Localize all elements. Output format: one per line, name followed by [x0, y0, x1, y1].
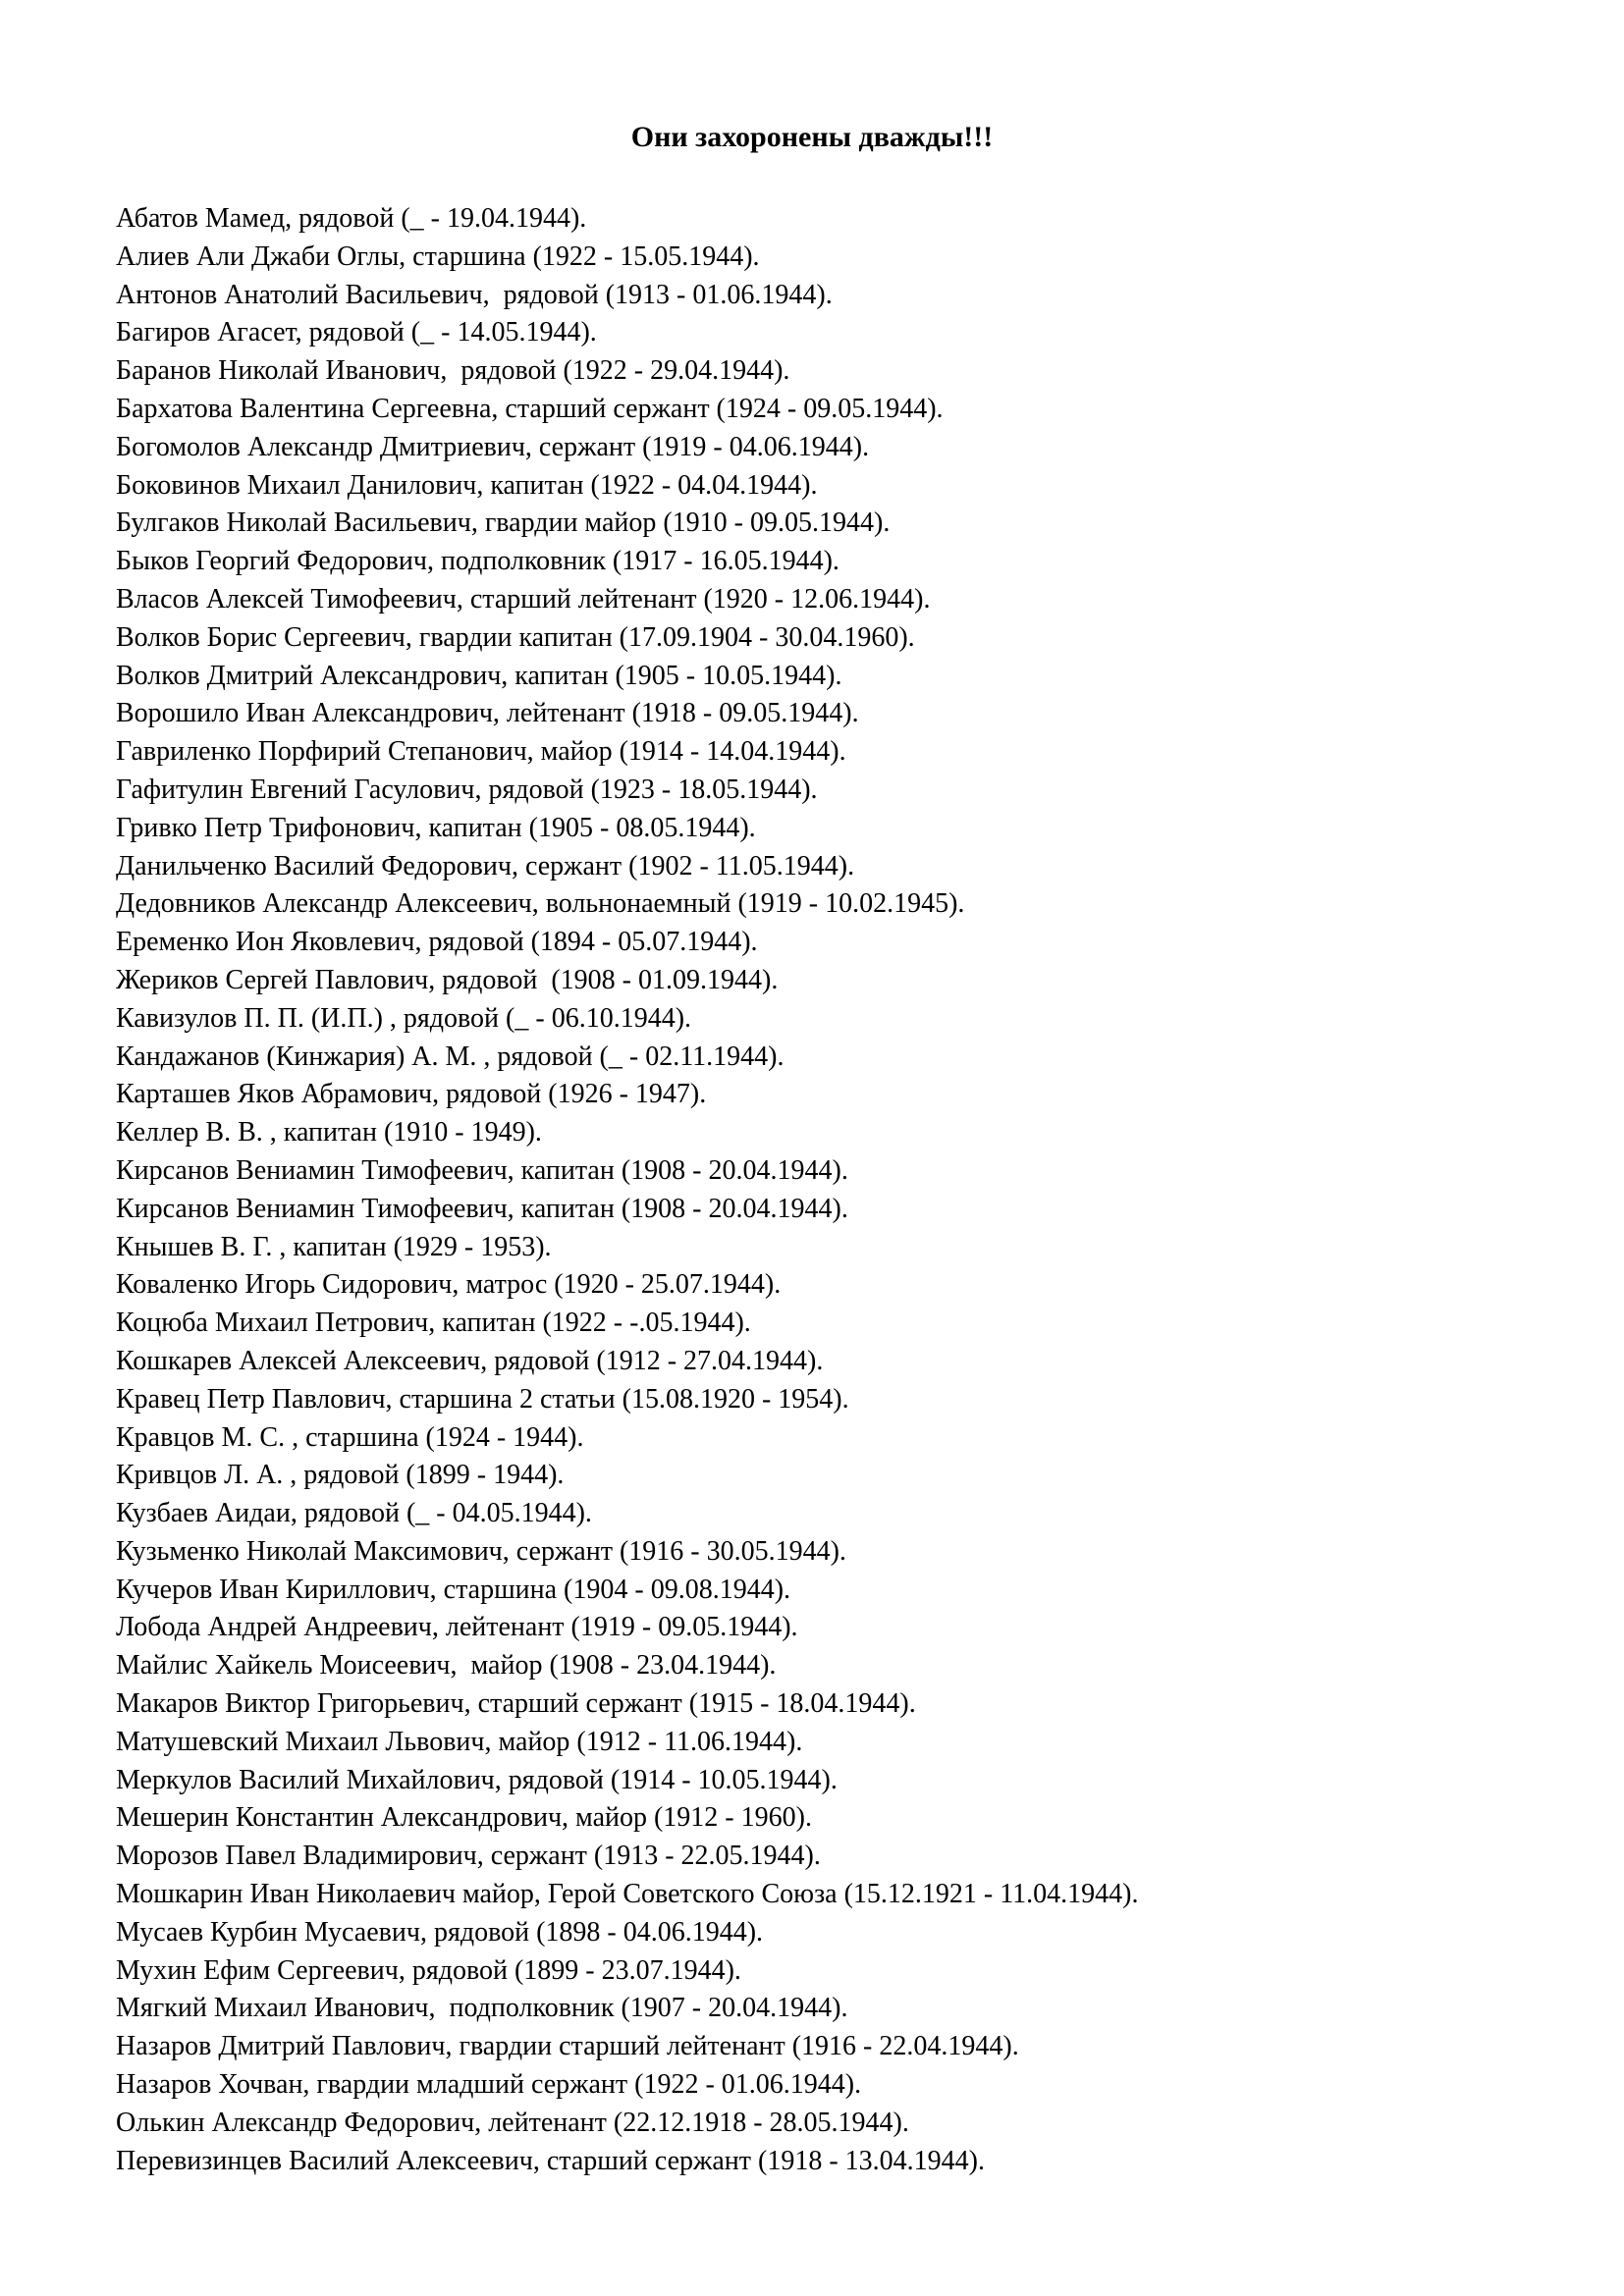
- list-item: Гавриленко Порфирий Степанович, майор (1914 - 14.04.1944).: [116, 736, 846, 768]
- list-item: Перевизинцев Василий Алексеевич, старший сержант (1918 - 13.04.1944).: [116, 2145, 985, 2176]
- list-item: Дедовников Александр Алексеевич, вольнонаемный (1919 - 10.02.1945).: [116, 888, 965, 920]
- list-item: Кирсанов Вениамин Тимофеевич, капитан (1908 - 20.04.1944).: [116, 1154, 848, 1186]
- document-title: Они захоронены дважды!!!: [630, 121, 994, 153]
- list-item: Кравец Петр Павлович, старшина 2 статьи (15.08.1920 - 1954).: [116, 1383, 849, 1415]
- list-item: Кошкарев Алексей Алексеевич, рядовой (1912 - 27.04.1944).: [116, 1345, 824, 1376]
- list-item: Келлер В. В. , капитан (1910 - 1949).: [116, 1117, 542, 1148]
- list-item: Баранов Николай Иванович, рядовой (1922 - 29.04.1944).: [116, 355, 790, 387]
- list-item: Абатов Мамед, рядовой (_ - 19.04.1944).: [116, 203, 587, 234]
- list-item: Волков Борис Сергеевич, гвардии капитан (17.09.1904 - 30.04.1960).: [116, 621, 915, 653]
- list-item: Гафитулин Евгений Гасулович, рядовой (1923 - 18.05.1944).: [116, 774, 818, 805]
- list-item: Назаров Дмитрий Павлович, гвардии старший лейтенант (1916 - 22.04.1944).: [116, 2031, 1019, 2062]
- list-item: Багиров Агасет, рядовой (_ - 14.05.1944).: [116, 317, 597, 348]
- list-item: Мешерин Константин Александрович, майор (1912 - 1960).: [116, 1802, 812, 1834]
- list-item: Кандажанов (Кинжария) А. М. , рядовой (_ - 02.11.1944).: [116, 1041, 785, 1072]
- list-item: Коваленко Игорь Сидорович, матрос (1920 - 25.07.1944).: [116, 1269, 782, 1301]
- list-item: Кнышев В. Г. , капитан (1929 - 1953).: [116, 1231, 552, 1262]
- list-item: Лобода Андрей Андреевич, лейтенант (1919 - 09.05.1944).: [116, 1612, 798, 1643]
- list-item: Кирсанов Вениамин Тимофеевич, капитан (1908 - 20.04.1944).: [116, 1193, 848, 1224]
- list-item: Макаров Виктор Григорьевич, старший сержант (1915 - 18.04.1944).: [116, 1688, 916, 1720]
- list-item: Мошкарин Иван Николаевич майор, Герой Советского Союза (15.12.1921 - 11.04.1944).: [116, 1879, 1139, 1910]
- list-item: Кравцов М. С. , старшина (1924 - 1944).: [116, 1421, 584, 1453]
- list-item: Мягкий Михаил Иванович, подполковник (1907 - 20.04.1944).: [116, 1993, 848, 2024]
- list-item: Назаров Хочван, гвардии младший сержант (1922 - 01.06.1944).: [116, 2069, 862, 2101]
- list-item: Кузьменко Николай Максимович, сержант (1916 - 30.05.1944).: [116, 1535, 846, 1567]
- list-item: Алиев Али Джаби Оглы, старшина (1922 - 15.05.1944).: [116, 240, 760, 272]
- list-item: Данильченко Василий Федорович, сержант (1902 - 11.05.1944).: [116, 850, 855, 881]
- list-item: Кавизулов П. П. (И.П.) , рядовой (_ - 06.10.1944).: [116, 1002, 692, 1034]
- list-item: Матушевский Михаил Львович, майор (1912 - 11.06.1944).: [116, 1726, 803, 1757]
- list-item: Булгаков Николай Васильевич, гвардии майор (1910 - 09.05.1944).: [116, 507, 891, 539]
- list-item: Морозов Павел Владимирович, сержант (1913 - 22.05.1944).: [116, 1841, 821, 1872]
- list-item: Антонов Анатолий Васильевич, рядовой (1913 - 01.06.1944).: [116, 279, 833, 310]
- list-item: Власов Алексей Тимофеевич, старший лейтенант (1920 - 12.06.1944).: [116, 583, 931, 614]
- list-item: Кучеров Иван Кириллович, старшина (1904 - 09.08.1944).: [116, 1574, 791, 1605]
- list-item: Майлис Хайкель Моисеевич, майор (1908 - 23.04.1944).: [116, 1650, 777, 1682]
- list-item: Карташев Яков Абрамович, рядовой (1926 - 1947).: [116, 1079, 707, 1110]
- list-item: Ворошило Иван Александрович, лейтенант (1918 - 09.05.1944).: [116, 698, 859, 729]
- list-item: Мухин Ефим Сергеевич, рядовой (1899 - 23.07.1944).: [116, 1954, 741, 1986]
- list-item: Богомолов Александр Дмитриевич, сержант (1919 - 04.06.1944).: [116, 431, 870, 462]
- list-item: Бархатова Валентина Сергеевна, старший сержант (1924 - 09.05.1944).: [116, 393, 944, 424]
- list-item: Гривко Петр Трифонович, капитан (1905 - 08.05.1944).: [116, 812, 756, 843]
- list-item: Меркулов Василий Михайлович, рядовой (1914 - 10.05.1944).: [116, 1764, 838, 1795]
- list-item: Кривцов Л. А. , рядовой (1899 - 1944).: [116, 1460, 565, 1491]
- list-item: Олькин Александр Федорович, лейтенант (22.12.1918 - 28.05.1944).: [116, 2107, 909, 2138]
- list-item: Коцюба Михаил Петрович, капитан (1922 - -.05.1944).: [116, 1308, 751, 1339]
- list-item: Кузбаев Аидаи, рядовой (_ - 04.05.1944).: [116, 1498, 592, 1529]
- burial-list: [116, 200, 1139, 2180]
- list-item: Жериков Сергей Павлович, рядовой (1908 - 01.09.1944).: [116, 964, 779, 995]
- list-item: Быков Георгий Федорович, подполковник (1917 - 16.05.1944).: [116, 546, 839, 577]
- list-item: Еременко Ион Яковлевич, рядовой (1894 - 05.07.1944).: [116, 927, 758, 958]
- list-item: Мусаев Курбин Мусаевич, рядовой (1898 - 04.06.1944).: [116, 1916, 764, 1948]
- list-item: Боковинов Михаил Данилович, капитан (1922 - 04.04.1944).: [116, 469, 818, 501]
- list-item: Волков Дмитрий Александрович, капитан (1905 - 10.05.1944).: [116, 660, 842, 691]
